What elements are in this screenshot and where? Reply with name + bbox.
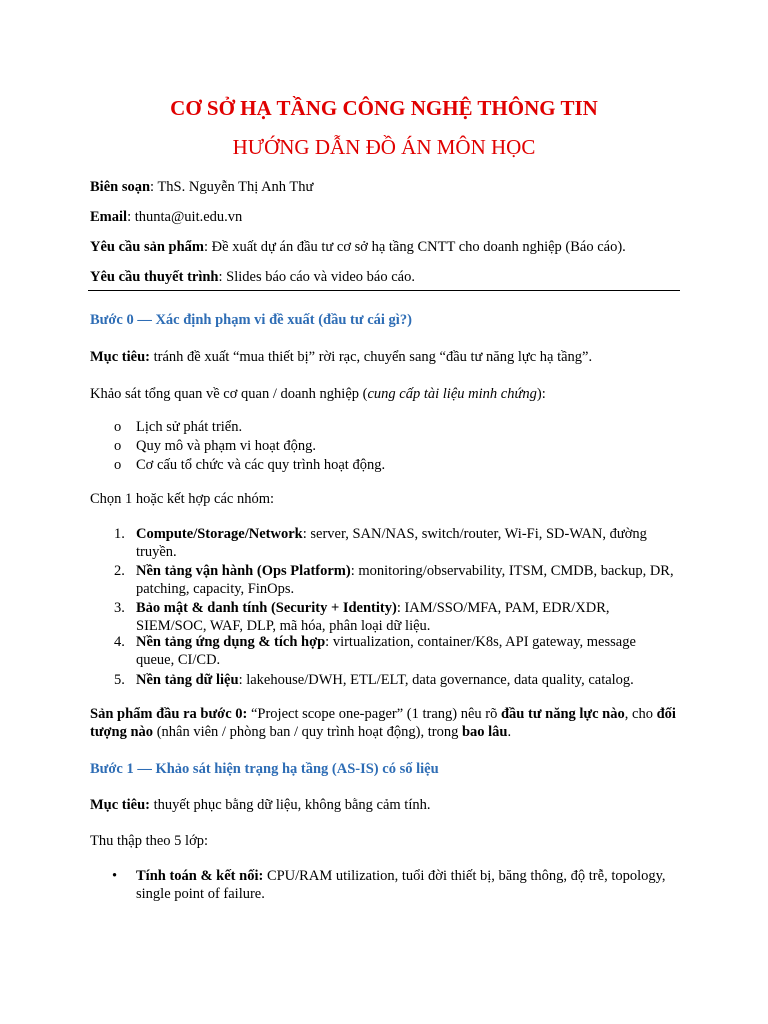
meta-label: Yêu cầu sản phẩm — [90, 239, 205, 255]
goal-label: Mục tiêu: — [90, 349, 150, 365]
survey-list — [114, 418, 385, 475]
groups-list — [114, 525, 674, 691]
group-text: : lakehouse/DWH, ETL/ELT, data governance, data quality, catalog. — [238, 672, 634, 688]
step0-choose: Chọn 1 hoặc kết hợp các nhóm: — [90, 491, 275, 507]
group-label: Compute/Storage/Network — [136, 526, 303, 542]
meta-value: : Slides báo cáo và video báo cáo. — [218, 269, 415, 285]
layer-text: CPU/RAM utilization, tuổi đời thiết bị, băng thông, độ trễ, topology, single point of failure. — [136, 868, 666, 902]
list-number: 3. — [114, 600, 125, 616]
output-bold: bao lâu — [461, 724, 508, 740]
group-text: : monitoring/observability, ITSM, CMDB, backup, DR, patching, capacity, FinOps. — [136, 563, 674, 597]
list-item — [114, 562, 674, 599]
goal-label: Mục tiêu: — [90, 797, 150, 813]
meta-label: Email — [90, 209, 128, 225]
list-item — [110, 867, 670, 903]
step0-goal — [90, 348, 592, 366]
layer-label: Tính toán & kết nối: — [136, 868, 264, 884]
goal-text: tránh đề xuất “mua thiết bị” rời rạc, chuyển sang “đầu tư năng lực hạ tầng”. — [150, 349, 593, 365]
step1-collect: Thu thập theo 5 lớp: — [90, 833, 209, 849]
list-item — [114, 418, 385, 437]
step1-heading: Bước 1 — Khảo sát hiện trạng hạ tầng (AS-IS) có số liệu — [90, 761, 439, 777]
list-number: 2. — [114, 563, 125, 579]
document-title: CƠ SỞ HẠ TẦNG CÔNG NGHỆ THÔNG TIN — [170, 96, 598, 120]
circle-bullet-icon: o — [114, 457, 122, 473]
layers-list — [110, 867, 670, 903]
group-label: Nền tảng dữ liệu — [136, 672, 239, 688]
list-item-text: Quy mô và phạm vi hoạt động. — [136, 438, 317, 454]
group-text: : IAM/SSO/MFA, PAM, EDR/XDR, SIEM/SOC, WAF, DLP, mã hóa, phân loại dữ liệu. — [136, 600, 610, 634]
list-number: 1. — [114, 526, 125, 542]
list-number: 4. — [114, 634, 125, 650]
meta-presentation-requirement — [90, 268, 415, 286]
group-text: : server, SAN/NAS, switch/router, Wi-Fi, SD-WAN, đường truyền. — [136, 526, 647, 560]
survey-italic: cung cấp tài liệu minh chứng — [367, 386, 537, 402]
survey-text: Khảo sát tổng quan về cơ quan / doanh nghiệp ( — [90, 386, 368, 402]
group-label: Nền tảng vận hành (Ops Platform) — [136, 563, 351, 579]
horizontal-divider — [88, 290, 680, 291]
document-subtitle: HƯỚNG DẪN ĐỒ ÁN MÔN HỌC — [232, 135, 536, 159]
bullet-icon: • — [112, 868, 118, 884]
meta-product-requirement — [90, 238, 626, 256]
meta-value: : Đề xuất dự án đầu tư cơ sở hạ tầng CNTT cho doanh nghiệp (Báo cáo). — [204, 239, 626, 255]
step0-survey — [90, 385, 546, 403]
list-number: 5. — [114, 672, 125, 688]
meta-label: Biên soạn — [90, 179, 151, 195]
meta-label: Yêu cầu thuyết trình — [90, 269, 219, 285]
list-item — [114, 599, 674, 633]
meta-value: : ThS. Nguyễn Thị Anh Thư — [150, 179, 314, 195]
list-item — [114, 633, 674, 671]
step1-goal — [90, 796, 430, 814]
output-text: “Project scope one-pager” (1 trang) nêu rõ — [247, 706, 501, 722]
step0-heading: Bước 0 — Xác định phạm vi đề xuất (đầu tư cái gì?) — [90, 312, 412, 328]
circle-bullet-icon: o — [114, 438, 122, 454]
output-text: , cho — [624, 706, 657, 722]
survey-end: ): — [536, 386, 546, 402]
group-label: Bảo mật & danh tính (Security + Identity) — [136, 600, 397, 616]
step0-output — [90, 705, 682, 741]
list-item-text: Lịch sử phát triển. — [136, 419, 243, 435]
output-text: (nhân viên / phòng ban / quy trình hoạt động), trong — [153, 724, 462, 740]
output-bold: đầu tư năng lực nào — [500, 706, 625, 722]
output-label: Sản phẩm đầu ra bước 0: — [90, 706, 248, 722]
meta-value: : thunta@uit.edu.vn — [127, 209, 243, 225]
meta-email — [90, 208, 242, 226]
list-item — [114, 456, 385, 475]
list-item — [114, 525, 674, 562]
meta-author — [90, 178, 313, 196]
group-label: Nền tảng ứng dụng & tích hợp — [136, 634, 326, 650]
output-bold: đối tượng nào — [90, 706, 676, 740]
circle-bullet-icon: o — [114, 419, 122, 435]
list-item — [114, 437, 385, 456]
list-item-text: Cơ cấu tổ chức và các quy trình hoạt động. — [136, 457, 386, 473]
group-text: : virtualization, container/K8s, API gateway, message queue, CI/CD. — [136, 634, 636, 668]
output-text: . — [507, 724, 512, 740]
goal-text: thuyết phục bằng dữ liệu, không bằng cảm tính. — [150, 797, 431, 813]
list-item — [114, 671, 674, 691]
